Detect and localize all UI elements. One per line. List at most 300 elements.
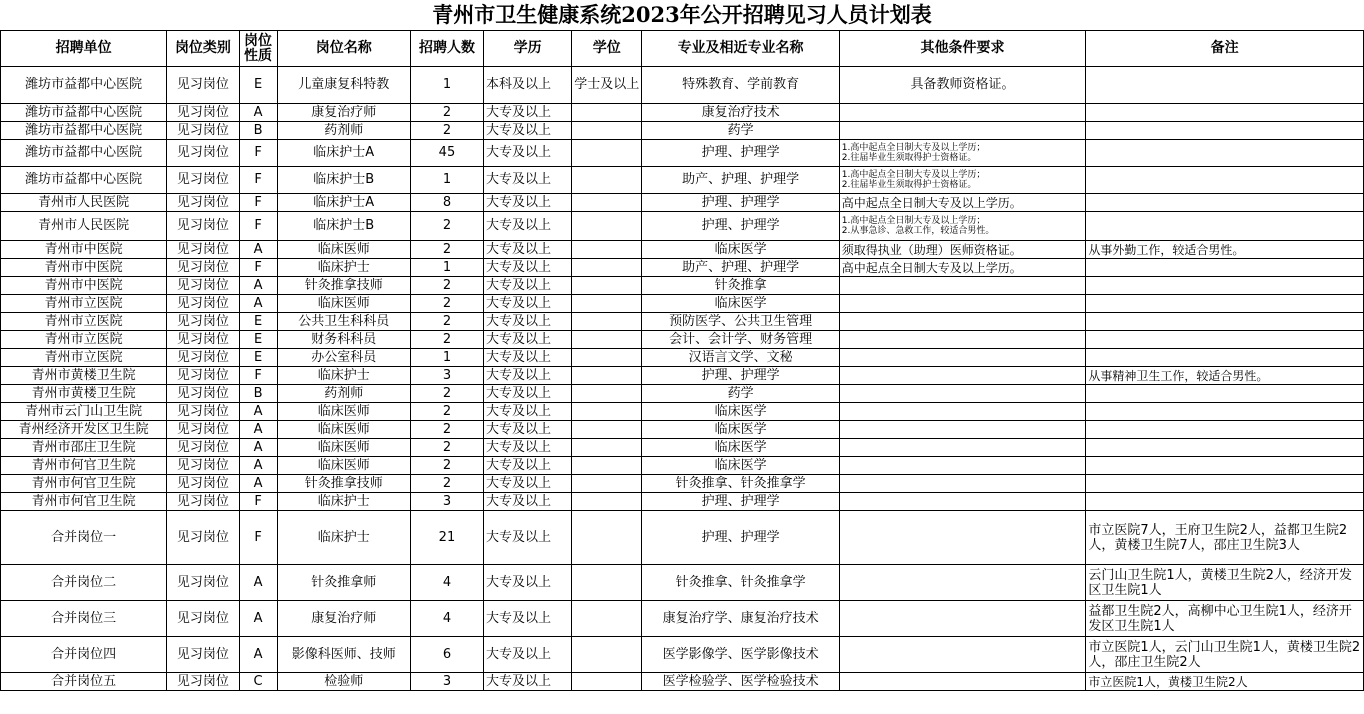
table-cell-category: 见习岗位 [167,493,239,511]
table-cell-major: 助产、护理、护理学 [642,259,839,277]
table-cell-nature: C [239,673,277,691]
table-row [1,403,1364,421]
table-cell-remark: 市立医院7人，王府卫生院2人，益都卫生院2人，黄楼卫生院7人，邵庄卫生院3人 [1086,511,1364,565]
table-cell-category: 见习岗位 [167,122,239,140]
table-cell-post: 临床护士A [277,140,410,167]
table-cell-education: 大专及以上 [484,259,572,277]
table-cell-nature: A [239,295,277,313]
table-cell-education: 大专及以上 [484,349,572,367]
table-cell-major: 临床医学 [642,421,839,439]
table-row [1,241,1364,259]
table-cell-post: 康复治疗师 [277,601,410,637]
table-cell-education: 大专及以上 [484,475,572,493]
table-cell-remark [1086,104,1364,122]
table-cell-unit: 潍坊市益都中心医院 [1,104,167,122]
table-cell-other [839,104,1086,122]
table-cell-count: 3 [410,673,483,691]
table-cell-other [839,367,1086,385]
table-row [1,493,1364,511]
header-nature: 岗位性质 [239,31,277,67]
table-cell-remark [1086,212,1364,241]
table-cell-degree [572,212,642,241]
table-cell-post: 针灸推拿技师 [277,475,410,493]
table-cell-post: 临床医师 [277,439,410,457]
table-cell-major: 护理、护理学 [642,194,839,212]
table-cell-unit: 潍坊市益都中心医院 [1,167,167,194]
table-cell-category: 见习岗位 [167,385,239,403]
table-row [1,122,1364,140]
table-cell-remark [1086,67,1364,104]
table-cell-remark [1086,421,1364,439]
table-cell-major: 护理、护理学 [642,212,839,241]
table-cell-remark [1086,439,1364,457]
table-cell-education: 大专及以上 [484,385,572,403]
table-cell-nature: A [239,403,277,421]
table-cell-unit: 青州经济开发区卫生院 [1,421,167,439]
table-cell-unit: 青州市立医院 [1,295,167,313]
table-cell-unit: 合并岗位三 [1,601,167,637]
table-cell-education: 大专及以上 [484,439,572,457]
table-cell-unit: 青州市邵庄卫生院 [1,439,167,457]
table-cell-other [839,331,1086,349]
table-cell-nature: A [239,637,277,673]
table-row [1,140,1364,167]
table-cell-major: 助产、护理、护理学 [642,167,839,194]
table-cell-nature: F [239,259,277,277]
table-cell-nature: A [239,104,277,122]
table-cell-other [839,475,1086,493]
table-row [1,167,1364,194]
table-cell-category: 见习岗位 [167,565,239,601]
table-cell-count: 2 [410,122,483,140]
table-cell-unit: 青州市何官卫生院 [1,457,167,475]
table-cell-other [839,403,1086,421]
table-cell-major: 护理、护理学 [642,493,839,511]
table-cell-category: 见习岗位 [167,403,239,421]
table-cell-category: 见习岗位 [167,67,239,104]
table-cell-remark [1086,140,1364,167]
table-cell-degree [572,475,642,493]
table-cell-degree [572,104,642,122]
table-cell-nature: A [239,457,277,475]
table-cell-education: 大专及以上 [484,565,572,601]
table-cell-unit: 潍坊市益都中心医院 [1,67,167,104]
table-cell-count: 2 [410,385,483,403]
table-cell-education: 大专及以上 [484,637,572,673]
table-cell-education: 大专及以上 [484,367,572,385]
table-cell-degree [572,349,642,367]
table-cell-other: 须取得执业（助理）医师资格证。 [839,241,1086,259]
table-cell-unit: 合并岗位二 [1,565,167,601]
table-cell-degree [572,277,642,295]
table-cell-category: 见习岗位 [167,475,239,493]
table-row [1,385,1364,403]
table-cell-nature: E [239,67,277,104]
table-cell-remark [1086,295,1364,313]
table-cell-education: 大专及以上 [484,194,572,212]
table-cell-other [839,565,1086,601]
table-cell-nature: F [239,367,277,385]
table-row [1,511,1364,565]
table-cell-major: 护理、护理学 [642,367,839,385]
table-cell-major: 预防医学、公共卫生管理 [642,313,839,331]
table-row [1,637,1364,673]
table-cell-degree [572,331,642,349]
table-cell-remark [1086,313,1364,331]
table-cell-degree [572,493,642,511]
table-cell-education: 大专及以上 [484,212,572,241]
table-cell-nature: F [239,140,277,167]
table-cell-remark [1086,475,1364,493]
table-cell-remark [1086,403,1364,421]
table-row [1,475,1364,493]
table-cell-remark [1086,457,1364,475]
table-row [1,331,1364,349]
table-cell-count: 2 [410,421,483,439]
header-degree: 学位 [572,31,642,67]
table-row [1,104,1364,122]
table-row [1,457,1364,475]
header-unit: 招聘单位 [1,31,167,67]
table-cell-degree [572,385,642,403]
table-cell-category: 见习岗位 [167,511,239,565]
table-cell-degree [572,241,642,259]
table-cell-remark [1086,277,1364,295]
table-cell-major: 临床医学 [642,241,839,259]
table-cell-post: 针灸推拿技师 [277,277,410,295]
table-cell-remark: 市立医院1人，黄楼卫生院2人 [1086,673,1364,691]
table-cell-post: 财务科科员 [277,331,410,349]
table-cell-post: 临床护士 [277,493,410,511]
table-cell-unit: 青州市何官卫生院 [1,475,167,493]
table-cell-nature: F [239,167,277,194]
table-cell-degree [572,673,642,691]
table-cell-major: 临床医学 [642,457,839,475]
table-cell-remark: 益都卫生院2人，高柳中心卫生院1人，经济开发区卫生院1人 [1086,601,1364,637]
table-cell-count: 3 [410,493,483,511]
table-row [1,259,1364,277]
table-cell-category: 见习岗位 [167,259,239,277]
table-cell-major: 针灸推拿 [642,277,839,295]
table-cell-post: 临床护士B [277,212,410,241]
table-cell-education: 大专及以上 [484,277,572,295]
table-cell-nature: A [239,475,277,493]
page-title: 青州市卫生健康系统2023年公开招聘见习人员计划表 [432,2,932,27]
table-row [1,601,1364,637]
table-cell-post: 临床医师 [277,421,410,439]
table-cell-education: 大专及以上 [484,295,572,313]
table-cell-remark [1086,493,1364,511]
table-cell-other [839,457,1086,475]
table-cell-other: 高中起点全日制大专及以上学历。 [839,259,1086,277]
table-cell-other [839,349,1086,367]
table-row [1,349,1364,367]
table-cell-remark [1086,259,1364,277]
table-cell-major: 临床医学 [642,403,839,421]
table-cell-unit: 合并岗位五 [1,673,167,691]
table-row [1,367,1364,385]
table-cell-remark [1086,385,1364,403]
table-cell-nature: A [239,565,277,601]
table-cell-category: 见习岗位 [167,637,239,673]
table-cell-other: 1.高中起点全日制大专及以上学历； 2.往届毕业生须取得护士资格证。 [839,167,1086,194]
table-cell-major: 药学 [642,122,839,140]
table-cell-major: 针灸推拿、针灸推拿学 [642,565,839,601]
table-cell-post: 药剂师 [277,385,410,403]
table-cell-other [839,313,1086,331]
table-cell-category: 见习岗位 [167,439,239,457]
table-cell-category: 见习岗位 [167,277,239,295]
table-cell-count: 2 [410,475,483,493]
table-cell-unit: 青州市何官卫生院 [1,493,167,511]
table-cell-count: 6 [410,637,483,673]
table-cell-unit: 潍坊市益都中心医院 [1,140,167,167]
table-cell-unit: 青州市人民医院 [1,194,167,212]
table-cell-other [839,439,1086,457]
table-cell-other [839,421,1086,439]
table-cell-education: 本科及以上 [484,67,572,104]
table-cell-category: 见习岗位 [167,104,239,122]
table-row [1,295,1364,313]
table-cell-degree [572,403,642,421]
table-cell-category: 见习岗位 [167,140,239,167]
table-cell-post: 临床医师 [277,403,410,421]
table-cell-degree [572,439,642,457]
table-cell-education: 大专及以上 [484,457,572,475]
table-cell-post: 临床医师 [277,457,410,475]
table-cell-category: 见习岗位 [167,349,239,367]
table-cell-count: 2 [410,331,483,349]
table-cell-post: 临床医师 [277,241,410,259]
table-cell-other [839,511,1086,565]
table-cell-major: 护理、护理学 [642,140,839,167]
table-cell-other [839,295,1086,313]
table-cell-degree [572,167,642,194]
table-cell-post: 临床护士A [277,194,410,212]
table-cell-category: 见习岗位 [167,241,239,259]
table-row [1,439,1364,457]
table-cell-unit: 合并岗位一 [1,511,167,565]
table-cell-education: 大专及以上 [484,493,572,511]
table-cell-category: 见习岗位 [167,367,239,385]
header-post-name: 岗位名称 [277,31,410,67]
table-cell-count: 4 [410,601,483,637]
table-cell-post: 检验师 [277,673,410,691]
table-cell-nature: E [239,313,277,331]
table-row [1,421,1364,439]
table-cell-education: 大专及以上 [484,673,572,691]
table-cell-post: 影像科医师、技师 [277,637,410,673]
table-cell-other [839,385,1086,403]
table-row [1,194,1364,212]
table-cell-count: 2 [410,457,483,475]
table-cell-major: 康复治疗学、康复治疗技术 [642,601,839,637]
table-cell-unit: 合并岗位四 [1,637,167,673]
table-cell-education: 大专及以上 [484,511,572,565]
table-cell-unit: 青州市立医院 [1,313,167,331]
table-cell-nature: A [239,241,277,259]
table-cell-unit: 青州市中医院 [1,259,167,277]
table-cell-major: 医学检验学、医学检验技术 [642,673,839,691]
table-cell-nature: F [239,194,277,212]
table-cell-other [839,601,1086,637]
table-cell-count: 21 [410,511,483,565]
table-cell-unit: 青州市中医院 [1,241,167,259]
table-cell-category: 见习岗位 [167,167,239,194]
table-cell-nature: A [239,439,277,457]
table-cell-count: 2 [410,439,483,457]
table-cell-degree [572,295,642,313]
table-cell-degree [572,122,642,140]
table-cell-education: 大专及以上 [484,140,572,167]
header-education: 学历 [484,31,572,67]
table-cell-category: 见习岗位 [167,295,239,313]
table-cell-other [839,493,1086,511]
table-cell-count: 1 [410,349,483,367]
table-cell-major: 会计、会计学、财务管理 [642,331,839,349]
table-cell-degree [572,511,642,565]
header-major: 专业及相近专业名称 [642,31,839,67]
table-row [1,277,1364,295]
table-cell-major: 汉语言文学、文秘 [642,349,839,367]
table-cell-education: 大专及以上 [484,313,572,331]
table-cell-nature: A [239,277,277,295]
table-cell-education: 大专及以上 [484,122,572,140]
table-row [1,212,1364,241]
recruitment-table [0,30,1364,691]
table-row [1,313,1364,331]
table-cell-nature: F [239,493,277,511]
header-category: 岗位类别 [167,31,239,67]
table-cell-nature: B [239,385,277,403]
table-cell-post: 儿童康复科特教 [277,67,410,104]
table-cell-post: 针灸推拿师 [277,565,410,601]
table-cell-degree [572,601,642,637]
table-cell-degree [572,457,642,475]
header-other: 其他条件要求 [839,31,1086,67]
table-cell-nature: A [239,421,277,439]
table-cell-post: 临床护士 [277,367,410,385]
table-cell-category: 见习岗位 [167,194,239,212]
table-cell-major: 药学 [642,385,839,403]
table-cell-degree [572,140,642,167]
table-cell-post: 办公室科员 [277,349,410,367]
table-cell-major: 康复治疗技术 [642,104,839,122]
table-row [1,673,1364,691]
table-cell-education: 大专及以上 [484,331,572,349]
table-cell-education: 大专及以上 [484,167,572,194]
table-cell-post: 康复治疗师 [277,104,410,122]
table-cell-education: 大专及以上 [484,403,572,421]
table-cell-degree [572,637,642,673]
table-cell-other [839,122,1086,140]
table-cell-nature: B [239,122,277,140]
table-cell-nature: E [239,349,277,367]
table-cell-major: 护理、护理学 [642,511,839,565]
table-cell-category: 见习岗位 [167,601,239,637]
table-cell-category: 见习岗位 [167,457,239,475]
table-cell-nature: E [239,331,277,349]
table-cell-other: 1.高中起点全日制大专及以上学历； 2.从事急诊、急救工作，较适合男性。 [839,212,1086,241]
table-cell-count: 1 [410,259,483,277]
table-cell-other: 具备教师资格证。 [839,67,1086,104]
table-cell-unit: 潍坊市益都中心医院 [1,122,167,140]
table-cell-unit: 青州市云门山卫生院 [1,403,167,421]
table-cell-education: 大专及以上 [484,601,572,637]
table-cell-degree [572,259,642,277]
table-cell-count: 1 [410,67,483,104]
table-cell-nature: F [239,212,277,241]
table-cell-count: 8 [410,194,483,212]
table-cell-category: 见习岗位 [167,212,239,241]
table-cell-unit: 青州市黄楼卫生院 [1,385,167,403]
table-cell-other: 1.高中起点全日制大专及以上学历； 2.往届毕业生须取得护士资格证。 [839,140,1086,167]
table-cell-degree [572,194,642,212]
table-cell-count: 2 [410,313,483,331]
header-remark: 备注 [1086,31,1364,67]
table-cell-category: 见习岗位 [167,331,239,349]
table-cell-remark: 云门山卫生院1人，黄楼卫生院2人，经济开发区卫生院1人 [1086,565,1364,601]
table-cell-remark: 市立医院1人，云门山卫生院1人，黄楼卫生院2人，邵庄卫生院2人 [1086,637,1364,673]
table-cell-unit: 青州市立医院 [1,331,167,349]
table-cell-major: 临床医学 [642,439,839,457]
table-cell-count: 2 [410,403,483,421]
table-cell-degree [572,313,642,331]
table-cell-degree [572,565,642,601]
table-cell-unit: 青州市人民医院 [1,212,167,241]
table-cell-major: 针灸推拿、针灸推拿学 [642,475,839,493]
table-cell-remark [1086,349,1364,367]
table-cell-count: 2 [410,212,483,241]
table-cell-remark: 从事精神卫生工作，较适合男性。 [1086,367,1364,385]
table-cell-category: 见习岗位 [167,313,239,331]
header-row [1,31,1364,67]
table-cell-degree [572,421,642,439]
table-cell-unit: 青州市立医院 [1,349,167,367]
table-row [1,67,1364,104]
table-cell-post: 临床护士B [277,167,410,194]
table-cell-unit: 青州市黄楼卫生院 [1,367,167,385]
table-cell-major: 特殊教育、学前教育 [642,67,839,104]
table-cell-major: 医学影像学、医学影像技术 [642,637,839,673]
table-cell-remark [1086,194,1364,212]
table-cell-nature: F [239,511,277,565]
table-cell-degree [572,367,642,385]
table-cell-post: 临床医师 [277,295,410,313]
table-cell-count: 1 [410,167,483,194]
table-cell-other [839,277,1086,295]
table-cell-remark [1086,331,1364,349]
table-cell-count: 45 [410,140,483,167]
table-cell-degree: 学士及以上 [572,67,642,104]
table-row [1,565,1364,601]
table-cell-count: 2 [410,295,483,313]
table-cell-remark: 从事外勤工作，较适合男性。 [1086,241,1364,259]
table-cell-remark [1086,167,1364,194]
table-cell-count: 4 [410,565,483,601]
header-count: 招聘人数 [410,31,483,67]
table-cell-category: 见习岗位 [167,673,239,691]
table-cell-post: 药剂师 [277,122,410,140]
table-cell-post: 临床护士 [277,259,410,277]
table-cell-count: 3 [410,367,483,385]
table-cell-nature: A [239,601,277,637]
table-cell-post: 临床护士 [277,511,410,565]
table-cell-major: 临床医学 [642,295,839,313]
table-cell-education: 大专及以上 [484,104,572,122]
table-cell-other [839,637,1086,673]
table-cell-other [839,673,1086,691]
